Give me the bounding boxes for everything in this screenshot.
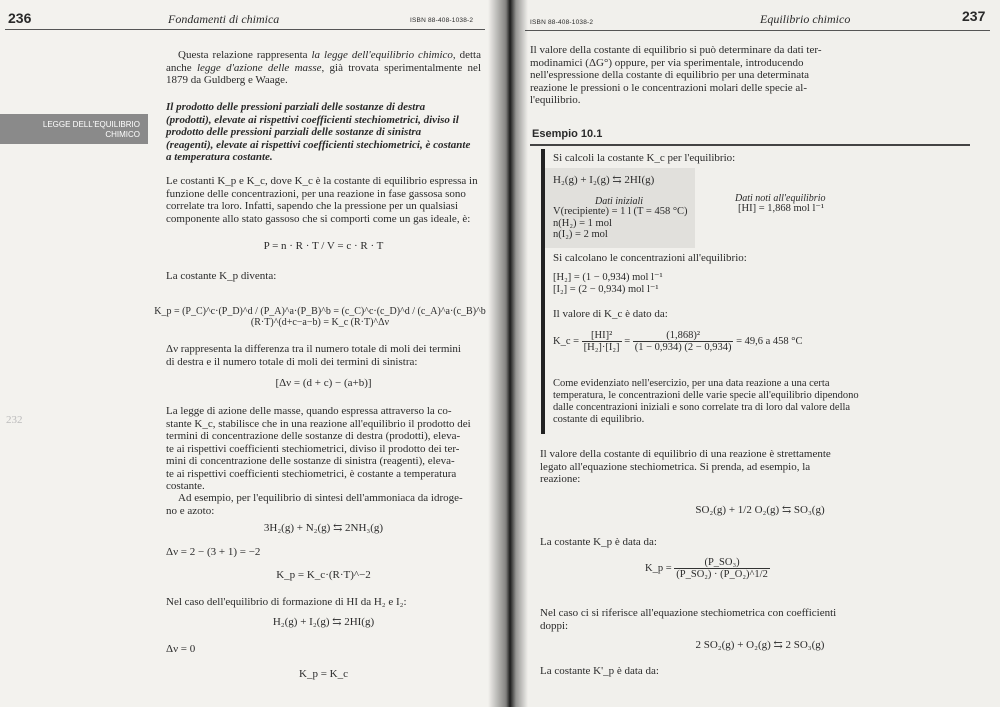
- kc-result: = 49,6 a 458 °C: [736, 335, 803, 347]
- hi-equilibrium-value: [HI] = 1,868 mol l⁻¹: [738, 203, 825, 214]
- kc-lhs: K_c =: [553, 335, 580, 347]
- kp-diventa: La costante K_p diventa:: [166, 270, 277, 282]
- kp-so3-equation: [645, 557, 770, 580]
- sidebar-label-line2: CHIMICO: [105, 130, 140, 139]
- calc-intro: Si calcolano le concentrazioni all'equilibrio:: [553, 252, 747, 264]
- sidebar-label: [0, 114, 148, 144]
- paragraph-delta-nu: Δν rappresenta la differenza tra il numero totale di moli dei termini di destra e il numero totale di moli dei termini di sinistra:: [166, 343, 461, 368]
- margin-number: 232: [6, 414, 23, 426]
- right-page: [510, 0, 1000, 707]
- kc-equation: K_c = $\frac{\text{[HI]²}}{\text{[H₂]·[I₂]}}$ = $\frac{\text{(1,868)²}}{(1 - 0,934) (2 - 0,934)}$ = 49,6 a 458 °C: [553, 330, 803, 353]
- equation-nh3: 3H₂(g) + N₂(g) ⇆ 2NH₃(g): [263, 522, 384, 534]
- running-head-right: Equilibrio chimico: [760, 12, 851, 26]
- hi-intro: Nel caso dell'equilibrio di formazione di HI da H₂ e I₂:: [166, 596, 407, 608]
- page-number-left: 236: [8, 10, 32, 26]
- kc-fraction-numeric: $\frac{\text{(1,868)²}}{(1 - 0,934) (2 - 0,934)}$: [634, 330, 732, 353]
- example-title: Esempio 10.1: [532, 128, 603, 140]
- kp-prime-intro: La costante K'_p è data da:: [540, 665, 659, 677]
- kp-so3-intro: La costante K_p è data da:: [540, 536, 657, 548]
- header-rule-left: [5, 29, 485, 30]
- header-rule-right: [525, 30, 990, 31]
- kc-intro: Il valore di K_c è dato da:: [553, 308, 668, 320]
- sidebar-label-line1: LEGGE DELL'EQUILIBRIO: [42, 120, 140, 129]
- equation-delta-nh3: Δν = 2 − (3 + 1) = −2: [166, 546, 261, 558]
- law-statement: Il prodotto delle pressioni parziali delle sostanze di destra (prodotti), elevate ai rispettivi coefficienti stechiometrici, diviso il prodotto delle pressioni parziali delle sostanze di sinistra (reagenti), elevate ai rispettivi coefficienti stechiometrici, è costante a temperatura costante.: [166, 101, 471, 163]
- kc-fraction-symbolic: $\frac{\text{[HI]²}}{\text{[H₂]·[I₂]}}$: [583, 330, 620, 353]
- paragraph-intro-right: Il valore della costante di equilibrio si può determinare da dati ter- modinamici (ΔG°) oppure, per via sperimentale, introducendo nell'espressione della costante di equilibrio per una determinata reazione le pressioni o le concentrazioni molari delle specie al- l'equilibrio.: [530, 44, 822, 106]
- equation-hi: H₂(g) + I₂(g) ⇆ 2HI(g): [272, 616, 375, 628]
- dati-noti-heading: Dati noti all'equilibrio: [735, 193, 826, 204]
- kp-so3-fraction: $\frac{\text{(P\_SO₃)}}{\text{(P\_SO₂) · (P\_O₂)\textasciicircum{}1/2}}$: [676, 557, 768, 580]
- conc-i2: [I₂] = (2 − 0,934) mol l⁻¹: [553, 284, 659, 295]
- running-head-left: Fondamenti di chimica: [168, 12, 280, 26]
- paragraph-intro: Questa relazione rappresenta la legge dell'equilibrio chimico, detta anche legge d'azione delle masse, già trovata sperimentalmente nel 1879 da Guldberg e Waage.: [166, 49, 481, 86]
- example-task: Si calcoli la costante K_c per l'equilibrio:: [553, 152, 736, 164]
- paragraph-doubled: Nel caso ci si riferisce all'equazione stechiometrica con coefficienti doppi:: [540, 607, 837, 632]
- equation-so3: SO₂(g) + 1/2 O₂(g) ⇆ SO₃(g): [695, 504, 825, 516]
- paragraph-ammonia: Ad esempio, per l'equilibrio di sintesi dell'ammoniaca da idroge- no e azoto:: [166, 492, 463, 517]
- equation-kp-hi: K_p = K_c: [299, 668, 348, 680]
- example-equation: H₂(g) + I₂(g) ⇆ 2HI(g): [553, 174, 655, 186]
- book-gutter: [488, 0, 528, 707]
- kp-lhs: K_p =: [645, 562, 672, 574]
- moles-h2: n(H₂) = 1 mol: [553, 218, 612, 229]
- isbn-right: ISBN 88-408-1038-2: [530, 19, 594, 26]
- paragraph-mass-action: La legge di azione delle masse, quando espressa attraverso la co- stante K_c, stabilisce che in una reazione all'equilibrio il prodotto dei termini di concentrazione delle sostanze di destra (prodotti), eleva- te ai rispettivi coefficienti stechiometrici, diviso il prodotto dei ter- mini di concentrazione delle sostanze di sinistra (reagenti), eleva- te ai rispettivi coefficienti stechiometrici, è costante a temperatura costante.: [166, 405, 471, 492]
- example-rule: [530, 144, 970, 146]
- equation-delta-nu: [Δν = (d + c) − (a+b)]: [275, 377, 372, 389]
- page-number-right: 237: [962, 8, 986, 24]
- moles-i2: n(I₂) = 2 mol: [553, 229, 608, 240]
- paragraph-kp-kc: Le costanti K_p e K_c, dove K_c è la costante di equilibrio espressa in funzione delle concentrazioni, per una reazione in fase gassosa sono correlate tra loro. Infatti, sapendo che la pressione per un qualsiasi componente allo stato gassoso che si comporti come un gas ideale, è:: [166, 175, 478, 225]
- dati-iniziali-heading: Dati iniziali: [595, 196, 644, 207]
- equation-kp-general: K_p = (P_C)^c·(P_D)^d / (P_A)^a·(P_B)^b = (c_C)^c·(c_D)^d / (c_A)^a·(c_B)^b (R·T)^(d+c−a−b) = K_c (R·T)^Δν: [154, 306, 486, 328]
- example-note: Come evidenziato nell'esercizio, per una data reazione a una certa temperatura, le concentrazioni delle varie specie all'equilibrio dipendono dalle concentrazioni iniziali e sono correlate tra di loro dal valore della costante di equilibrio.: [553, 378, 859, 425]
- equation-kp-nh3: K_p = K_c·(R·T)^−2: [276, 569, 371, 581]
- equation-so3-double: 2 SO₂(g) + O₂(g) ⇆ 2 SO₃(g): [695, 639, 825, 651]
- equation-pressure: P = n · R · T / V = c · R · T: [263, 240, 384, 252]
- paragraph-stoichiometry: Il valore della costante di equilibrio di una reazione è strettamente legato all'equazione stechiometrica. Si prenda, ad esempio, la reazione:: [540, 448, 831, 485]
- volume-value: V(recipiente) = 1 l (T = 458 °C): [553, 206, 688, 217]
- equation-delta-hi: Δν = 0: [166, 643, 196, 655]
- isbn-left: ISBN 88-408-1038-2: [410, 17, 474, 24]
- conc-h2: [H₂] = (1 − 0,934) mol l⁻¹: [553, 272, 663, 283]
